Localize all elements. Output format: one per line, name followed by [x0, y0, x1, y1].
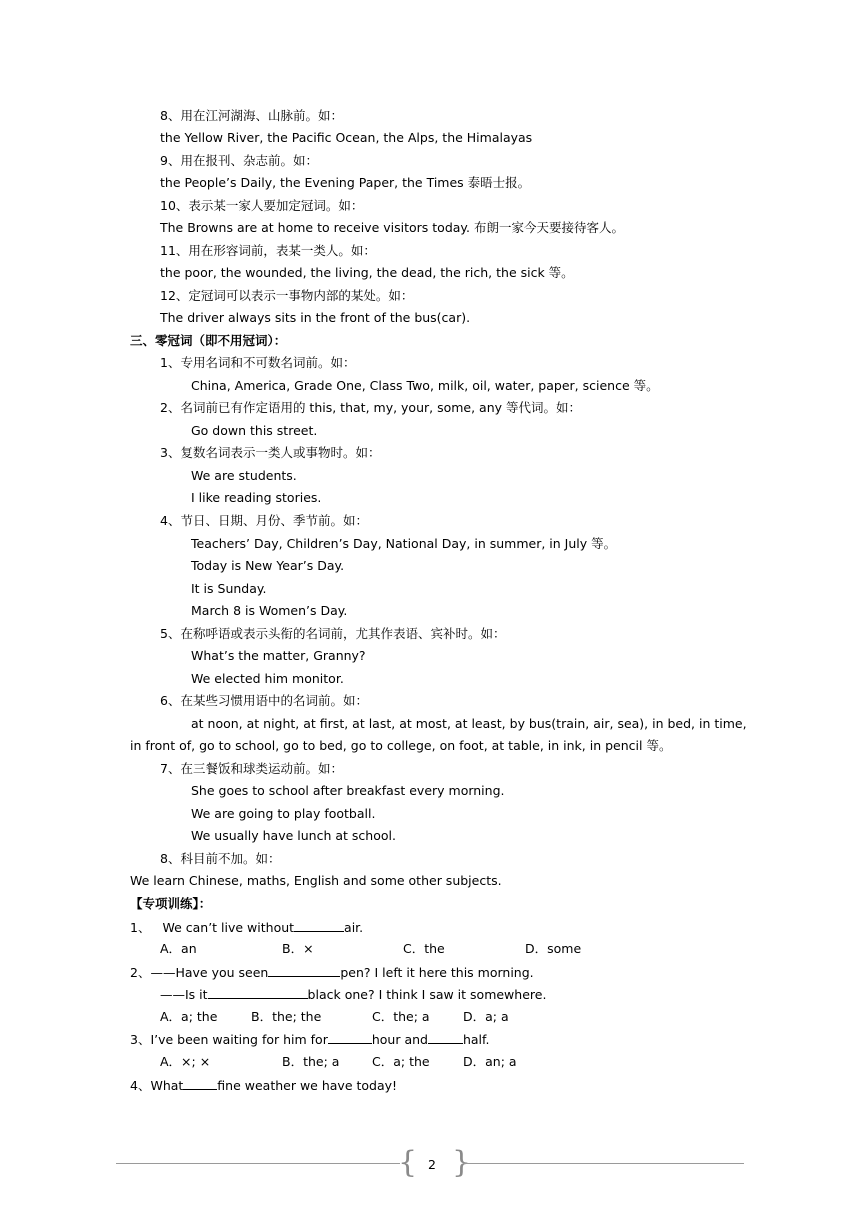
- question-1: [130, 919, 363, 936]
- example-line: at noon, at night, at first, at last, at most, at least, by bus(train, air, sea), in bed, in time,: [191, 716, 747, 731]
- example-line: China, America, Grade One, Class Two, milk, oil, water, paper, science 等。: [191, 378, 659, 393]
- text-line: 4、节日、日期、月份、季节前。如：: [160, 513, 368, 528]
- question-text: black one? I think I saw it somewhere.: [307, 987, 547, 1002]
- answer-blank[interactable]: [268, 964, 340, 977]
- text-line: 10、表示某一家人要加定冠词。如：: [160, 198, 364, 213]
- text-line: 2、名词前已有作定语用的 this, that, my, your, some, any 等代词。如：: [160, 400, 582, 415]
- text-line: 12、定冠词可以表示一事物内部的某处。如：: [160, 288, 414, 303]
- text-line: The Browns are at home to receive visitors today. 布朗一家今天要接待客人。: [160, 220, 624, 235]
- question-4: [130, 1077, 397, 1094]
- question-text: half.: [462, 1032, 490, 1047]
- question-2-option-a: A．a; the: [160, 1009, 218, 1024]
- question-text: ——Is it: [160, 987, 208, 1002]
- text-line: the People’s Daily, the Evening Paper, the Times 泰晤士报。: [160, 175, 531, 190]
- question-2-option-c: C．the; a: [372, 1009, 430, 1024]
- example-line: Today is New Year’s Day.: [191, 558, 345, 573]
- question-number: 1、: [130, 920, 151, 935]
- page-number: 2: [428, 1157, 436, 1172]
- question-2-option-b: B．the; the: [251, 1009, 322, 1024]
- question-1-option-c: C．the: [403, 941, 445, 956]
- question-text: hour and: [371, 1032, 428, 1047]
- text-line: the Yellow River, the Pacific Ocean, the Alps, the Himalayas: [160, 130, 533, 145]
- text-line: 6、在某些习惯用语中的名词前。如：: [160, 693, 368, 708]
- question-number: 2、: [130, 965, 151, 980]
- question-2: [130, 964, 534, 981]
- footer-rule-right: [463, 1163, 744, 1164]
- question-text: I’ve been waiting for him for: [150, 1032, 328, 1047]
- question-3-option-d: D．an; a: [463, 1054, 517, 1069]
- right-brace-icon: }: [452, 1145, 472, 1180]
- text-line: 9、用在报刊、杂志前。如：: [160, 153, 318, 168]
- section-heading: 三、零冠词（即不用冠词）：: [130, 333, 287, 348]
- text-line: 5、在称呼语或表示头衔的名词前，尤其作表语、宾补时。如：: [160, 626, 506, 641]
- text-line: the poor, the wounded, the living, the dead, the rich, the sick 等。: [160, 265, 574, 280]
- example-line: We elected him monitor.: [191, 671, 344, 686]
- text-line: 3、复数名词表示一类人或事物时。如：: [160, 445, 381, 460]
- example-line: We are going to play football.: [191, 806, 376, 821]
- exercise-heading: 【专项训练】：: [130, 896, 212, 911]
- text-line: 1、专用名词和不可数名词前。如：: [160, 355, 356, 370]
- question-3-option-c: C．a; the: [372, 1054, 430, 1069]
- footer-rule-left: [116, 1163, 400, 1164]
- example-line: What’s the matter, Granny?: [191, 648, 366, 663]
- answer-blank[interactable]: [428, 1031, 463, 1044]
- text-line: We learn Chinese, maths, English and some other subjects.: [130, 873, 502, 888]
- text-line: 8、用在江河湖海、山脉前。如：: [160, 108, 343, 123]
- example-line: I like reading stories.: [191, 490, 322, 505]
- question-1-option-a: A．an: [160, 941, 197, 956]
- question-text: fine weather we have today!: [217, 1078, 398, 1093]
- example-line: Go down this street.: [191, 423, 318, 438]
- answer-blank[interactable]: [208, 986, 308, 999]
- example-line: We are students.: [191, 468, 297, 483]
- example-line: We usually have lunch at school.: [191, 828, 396, 843]
- question-number: 4、: [130, 1078, 151, 1093]
- question-text: ——Have you seen: [150, 965, 269, 980]
- question-text: What: [150, 1078, 184, 1093]
- question-2-option-d: D．a; a: [463, 1009, 509, 1024]
- answer-blank[interactable]: [294, 919, 344, 932]
- question-3-option-a: A．×; ×: [160, 1054, 211, 1069]
- question-3-option-b: B．the; a: [282, 1054, 340, 1069]
- left-brace-icon: {: [398, 1145, 418, 1180]
- example-line: It is Sunday.: [191, 581, 267, 596]
- question-1-option-d: D．some: [525, 941, 582, 956]
- example-line: Teachers’ Day, Children’s Day, National Day, in summer, in July 等。: [191, 536, 617, 551]
- question-number: 3、: [130, 1032, 151, 1047]
- question-2-line-2: [160, 986, 546, 1003]
- question-text: pen? I left it here this morning.: [340, 965, 534, 980]
- question-3: [130, 1031, 490, 1048]
- answer-blank[interactable]: [328, 1031, 372, 1044]
- text-line: 8、科目前不加。如：: [160, 851, 281, 866]
- text-line: The driver always sits in the front of the bus(car).: [160, 310, 471, 325]
- question-1-option-b: B．×: [282, 941, 314, 956]
- example-line: in front of, go to school, go to bed, go to college, on foot, at table, in ink, in pencil 等。: [130, 738, 672, 753]
- question-text: air.: [344, 920, 364, 935]
- question-text: We can’t live without: [162, 920, 295, 935]
- example-line: March 8 is Women’s Day.: [191, 603, 348, 618]
- text-line: 11、用在形容词前，表某一类人。如：: [160, 243, 376, 258]
- answer-blank[interactable]: [183, 1077, 217, 1090]
- text-line: 7、在三餐饭和球类运动前。如：: [160, 761, 343, 776]
- example-line: She goes to school after breakfast every morning.: [191, 783, 505, 798]
